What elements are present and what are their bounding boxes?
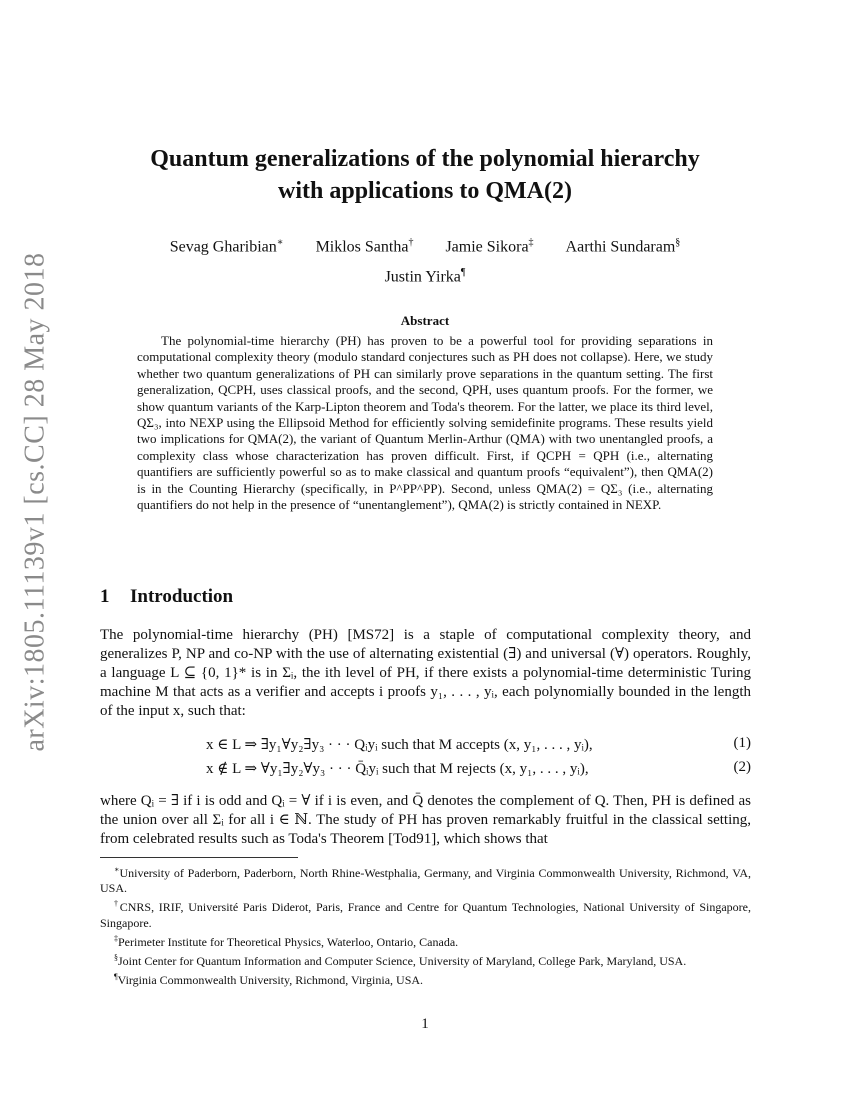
equation-2-label: (2) — [733, 759, 751, 775]
equation-2 — [100, 759, 751, 781]
paper-title — [100, 143, 750, 207]
equation-1-body: x ∈ L ⇒ ∃y₁∀y₂∃y₃ · · · Qᵢyᵢ such that M accepts (x, y₁, . . . , yᵢ), — [206, 737, 593, 753]
continuation-paragraph: where Qᵢ = ∃ if i is odd and Qᵢ = ∀ if i is even, and Q̄ denotes the complement of Q. Then, PH is defined as the union over all Σᵢ for all i ∈ ℕ. The study of PH has proven remarkably fruitful in the classical setting, from celebrated results such as Toda's Theorem [Tod91], which shows that — [100, 793, 751, 847]
equation-1 — [100, 735, 751, 757]
title-line-2: with applications to QMA(2) — [278, 178, 572, 204]
author: Miklos Santha† — [315, 237, 414, 256]
footnotes — [100, 862, 751, 988]
equation-2-body: x ∉ L ⇒ ∀y₁∃y₂∀y₃ · · · Q̄ᵢyᵢ such that M rejects (x, y₁, . . . , yᵢ), — [206, 761, 589, 777]
arxiv-identifier-text: arXiv:1805.11139v1 [cs.CC] 28 May 2018 — [20, 252, 52, 752]
page-number: 1 — [421, 1016, 429, 1032]
section-heading — [100, 586, 233, 608]
author: Justin Yirka¶ — [384, 267, 466, 286]
author: Jamie Sikora‡ — [445, 237, 534, 256]
footnote: ‡Perimeter Institute for Theoretical Physics, Waterloo, Ontario, Canada. — [114, 933, 459, 949]
equation-1-label: (1) — [733, 735, 751, 751]
abstract-heading: Abstract — [400, 313, 450, 328]
footnote: ¶Virginia Commonwealth University, Richmond, Virginia, USA. — [114, 972, 424, 988]
footnote-divider — [100, 857, 298, 858]
footnote: §Joint Center for Quantum Information and Computer Science, University of Maryland, College Park, Maryland, USA. — [114, 953, 687, 969]
footnote: ∗University of Paderborn, Paderborn, North Rhine-Westphalia, Germany, and Virginia Commonwealth University, Richmond, VA, USA. — [100, 865, 751, 896]
author: Aarthi Sundaram§ — [565, 237, 681, 256]
section-number: 1 — [100, 586, 110, 607]
intro-paragraph: The polynomial-time hierarchy (PH) [MS72] is a staple of computational complexity theory, and generalizes P, NP and co-NP with the use of alternating existential (∃) and universal (∀) operators. Roughly, a language L ⊆ {0, 1}* is in Σᵢ, the ith level of PH, if there exists a polynomial-time deterministic Turing machine M that acts as a verifier and accepts i proofs y₁, . . . , yᵢ, each polynomially bounded in the length of the input x, such that: — [100, 627, 751, 719]
author-row-2 — [100, 260, 750, 290]
arxiv-side-identifier — [18, 252, 54, 752]
abstract-text: The polynomial-time hierarchy (PH) has proven to be a powerful tool for providing separations in computational complexity theory (modulo standard conjectures such as PH does not collapse). Here, we study whether two quantum generalizations of PH can similarly prove separations in the quantum setting. The first generalization, QCPH, uses classical proofs, and the second, QPH, uses quantum proofs. For the former, we show quantum variants of the Karp-Lipton theorem and Toda's theorem. For the latter, we place its third level, QΣ₃, into NEXP using the Ellipsoid Method for efficiently solving semidefinite programs. These results yield two implications for QMA(2), the variant of Quantum Merlin-Arthur (QMA) with two unentangled proofs, a complexity class whose characterization has proven difficult. First, if QCPH = QPH (i.e., alternating quantifiers are sufficiently powerful so as to make classical and quantum proofs “equivalent”), then QMA(2) is in the Counting Hierarchy (specifically, in P^PP^PP). Second, unless QMA(2) = QΣ₃ (i.e., alternating quantifiers do not help in the presence of “unentanglement”), QMA(2) is strictly contained in NEXP. — [137, 333, 713, 513]
title-line-1: Quantum generalizations of the polynomial hierarchy — [150, 146, 700, 172]
footnote: †CNRS, IRIF, Université Paris Diderot, Paris, France and Centre for Quantum Technologies, National University of Singapore, Singapore. — [100, 899, 751, 930]
author-list — [100, 230, 750, 291]
section-title: Introduction — [130, 586, 234, 607]
author: Sevag Gharibian∗ — [169, 237, 284, 256]
author-row-1 — [100, 230, 750, 260]
